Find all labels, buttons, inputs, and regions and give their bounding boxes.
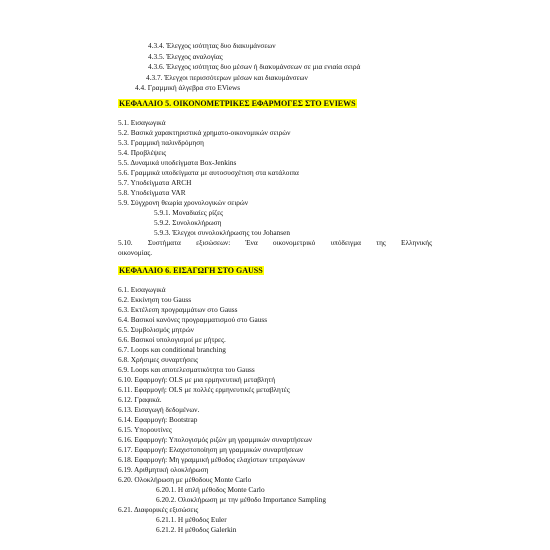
toc-entry: 5.6. Γραμμικά υποδείγματα με αυτοσυσχέτιση στα κατάλοιπα [118, 168, 299, 177]
toc-entry: 6.13. Εισαγωγή δεδομένων. [118, 405, 200, 414]
toc-entry: 6.3. Εκτέλεση προγραμμάτων στο Gauss [118, 305, 238, 314]
toc-entry: 5.9.2. Συνολοκλήρωση [154, 218, 222, 227]
toc-entry: 6.1. Εισαγωγικά [118, 285, 166, 294]
toc-entry: 6.6. Βασικοί υπολογισμοί με μήτρες. [118, 335, 226, 344]
toc-entry: 6.15. Υπορουτίνες [118, 425, 172, 434]
toc-entry: 5.9. Σύγχρονη θεωρία χρονολογικών σειρών [118, 198, 249, 207]
toc-entry: 5.9.3. Έλεγχοι συνολοκλήρωσης του Johansen [154, 228, 290, 237]
toc-entry: 6.20. Ολοκλήρωση με μέθοδους Monte Carlo [118, 475, 252, 484]
toc-entry: 6.16. Εφαρμογή: Υπολογισμός ριζών μη γραμμικών συναρτήσεων [118, 435, 312, 444]
toc-entry: οικονομίας. [118, 248, 153, 257]
toc-entry: 6.18. Εφαρμογή: Μη γραμμική μέθοδος ελαχίστων τετραγώνων [118, 455, 306, 464]
toc-entry: 5.5. Δυναμικά υποδείγματα Box-Jenkins [118, 158, 237, 167]
toc-entry: 5.8. Υποδείγματα VAR [118, 188, 186, 197]
toc-entry: 5.2. Βασικά χαρακτηριστικά χρηματο-οικονομικών σειρών [118, 128, 291, 137]
toc-entry: 6.21.1. Η μέθοδος Euler [156, 515, 227, 524]
toc-entry: 6.20.1. Η απλή μέθοδος Monte Carlo [156, 485, 265, 494]
toc-entry: 6.2. Εκκίνηση του Gauss [118, 295, 192, 304]
toc-entry: 6.9. Loops και αποτελεσματικότητα του Gauss [118, 365, 255, 374]
toc-entry: 6.5. Συμβολισμός μητρών [118, 325, 194, 334]
toc-entry: 4.4. Γραμμική άλγεβρα στο EViews [135, 83, 241, 92]
toc-entry: 5.10. Συστήματα εξισώσεων: Ένα οικονομετρικό υπόδειγμα της Ελληνικής [118, 238, 432, 247]
toc-entry: 6.14. Εφαρμογή: Bootstrap [118, 415, 198, 424]
toc-entry: 6.21. Διαφορικές εξισώσεις [118, 505, 199, 514]
toc-entry: 6.8. Χρήσιμες συναρτήσεις [118, 355, 198, 364]
toc-entry: 6.12. Γραφικά. [118, 395, 162, 404]
toc-entry: 5.3. Γραμμική παλινδρόμηση [118, 138, 204, 147]
chapter-heading: ΚΕΦΑΛΑΙΟ 6. ΕΙΣΑΓΩΓΗ ΣΤΟ GAUSS [119, 266, 263, 275]
toc-entry: 4.3.5. Έλεγχος αναλογίας [148, 52, 223, 61]
toc-entry: 6.7. Loops και conditional branching [118, 345, 226, 354]
toc-entry: 6.4. Βασικοί κανόνες προγραμματισμού στο Gauss [118, 315, 268, 324]
toc-entry: 6.20.2. Ολοκλήρωση με την μέθοδο Importance Sampling [156, 495, 327, 504]
toc-entry: 6.17. Εφαρμογή: Ελαχιστοποίηση μη γραμμικών συναρτήσεων [118, 445, 303, 454]
toc-entry: 4.3.4. Έλεγχος ισότητας δυο διακυμάνσεων [148, 41, 276, 50]
chapter-heading: ΚΕΦΑΛΑΙΟ 5. ΟΙΚΟΝΟΜΕΤΡΙΚΕΣ ΕΦΑΡΜΟΓΕΣ ΣΤΟ EVIEWS [119, 99, 356, 108]
toc-entry: 6.19. Αριθμητική ολοκλήρωση [118, 465, 209, 474]
toc-entry: 4.3.6. Έλεγχος ισότητας δυο μέσων ή διακυμάνσεων σε μια ενιαία σειρά [148, 62, 361, 71]
toc-entry: 6.10. Εφαρμογή: OLS με μια ερμηνευτική μεταβλητή [118, 375, 276, 384]
toc-entry: 5.7. Υποδείγματα ARCH [118, 178, 192, 187]
toc-entry: 5.9.1. Μοναδιαίες ρίζες [154, 208, 224, 217]
toc-entry: 4.3.7. Έλεγχοι περισσότερων μέσων και διακυμάνσεων [146, 73, 308, 82]
toc-entry: 5.1. Εισαγωγικά [118, 118, 166, 127]
toc-entry: 6.21.2. Η μέθοδος Galerkin [156, 525, 237, 534]
toc-entry: 5.4. Προβλέψεις [118, 148, 167, 157]
toc-entry: 6.11. Εφαρμογή: OLS με πολλές ερμηνευτικές μεταβλητές [118, 385, 290, 394]
